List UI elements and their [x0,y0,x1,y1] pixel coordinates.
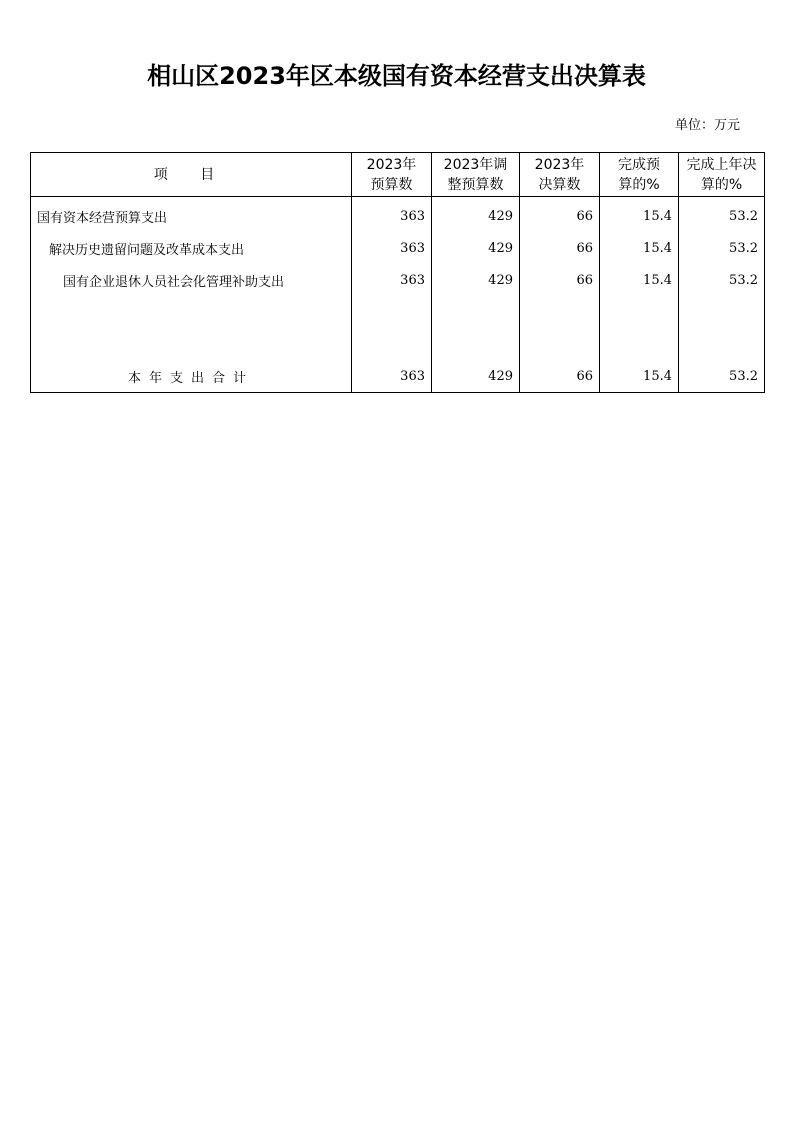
header-adjusted [432,153,520,197]
spacer-cell [352,296,432,360]
total-pct-budget: 15.4 [600,360,679,393]
row-adjusted: 429 [432,232,520,264]
spacer-cell [520,296,600,360]
row-final: 66 [520,232,600,264]
header-pct-prev-line1: 完成上年决 [686,156,757,173]
total-final: 66 [520,360,600,393]
row-item: 国有企业退休人员社会化管理补助支出 [31,264,352,296]
row-item: 解决历史遗留问题及改革成本支出 [31,232,352,264]
header-budget-line1: 2023年 [366,156,417,173]
total-pct-prev: 53.2 [679,360,765,393]
spacer-cell [432,296,520,360]
row-pct-prev: 53.2 [679,197,765,233]
spacer-cell [600,296,679,360]
row-budget: 363 [352,264,432,296]
row-adjusted: 429 [432,264,520,296]
total-adjusted: 429 [432,360,520,393]
row-pct-prev: 53.2 [679,232,765,264]
table-row [31,232,765,264]
header-final-line2: 决算数 [538,176,581,193]
page-title: 相山区2023年区本级国有资本经营支出决算表 [147,62,646,90]
total-item: 本年支出合计 [31,360,352,393]
header-final-line1: 2023年 [534,156,585,173]
row-item: 国有资本经营预算支出 [31,197,352,233]
header-item: 项 目 [31,153,352,197]
row-pct-budget: 15.4 [600,232,679,264]
header-pct-prev-line2: 算的% [700,176,743,193]
unit-label: 单位：万元 [674,118,740,133]
table-total-row [31,360,765,393]
table-row [31,264,765,296]
expenditure-table [30,152,765,393]
header-final [520,153,600,197]
spacer-cell [679,296,765,360]
header-pct-budget-line1: 完成预 [618,156,660,173]
header-adjusted-line1: 2023年调 [443,156,508,173]
row-final: 66 [520,197,600,233]
header-pct-budget-line2: 算的% [618,176,660,193]
row-final: 66 [520,264,600,296]
table-header-row [31,153,765,197]
row-pct-budget: 15.4 [600,264,679,296]
header-adjusted-line2: 整预算数 [447,176,504,193]
table-spacer-row [31,296,765,360]
table-row [31,197,765,233]
header-pct-prev [679,153,765,197]
header-pct-budget [600,153,679,197]
row-adjusted: 429 [432,197,520,233]
row-pct-prev: 53.2 [679,264,765,296]
total-budget: 363 [352,360,432,393]
row-pct-budget: 15.4 [600,197,679,233]
header-budget [352,153,432,197]
row-budget: 363 [352,232,432,264]
spacer-cell [31,296,352,360]
header-budget-line2: 预算数 [370,176,413,193]
row-budget: 363 [352,197,432,233]
